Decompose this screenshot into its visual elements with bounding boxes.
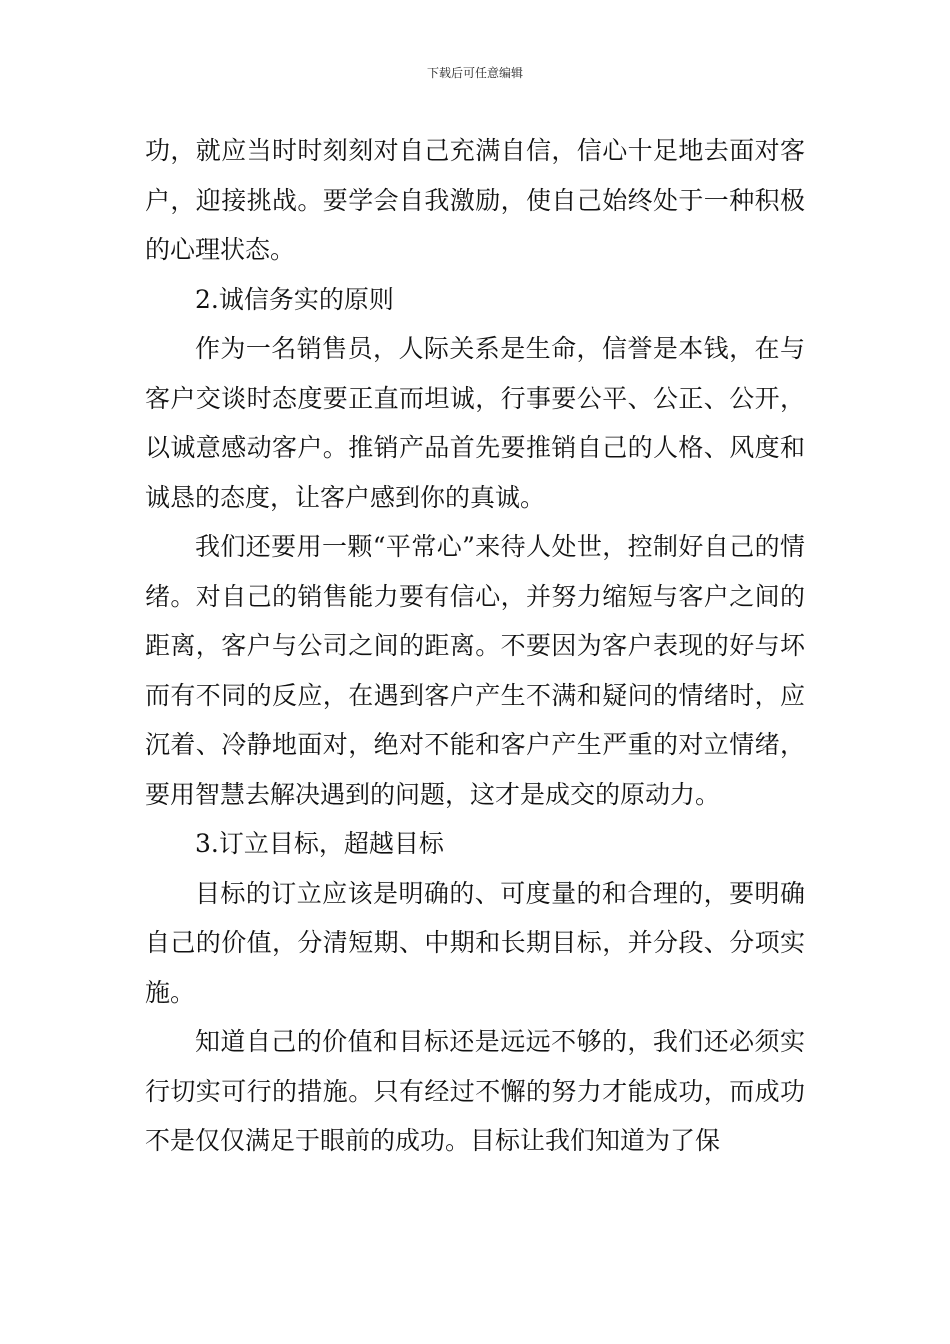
paragraph: 知道自己的价值和目标还是远远不够的，我们还必须实行切实可行的措施。只有经过不懈的努力才能成功，而成功不是仅仅满足于眼前的成功。目标让我们知道为了保 — [145, 1027, 805, 1155]
section-heading-goals: 3.订立目标，超越目标 — [195, 829, 444, 858]
paragraph: 目标的订立应该是明确的、可度量的和合理的，要明确自己的价值，分清短期、中期和长期目标，并分段、分项实施。 — [145, 878, 805, 1007]
page-header: 下载后可任意编辑 — [426, 66, 523, 80]
document-body — [145, 126, 805, 1166]
paragraph: 作为一名销售员，人际关系是生命，信誉是本钱，在与客户交谈时态度要正直而坦诚，行事要公平、公正、公开，以诚意感动客户。推销产品首先要推销自己的人格、风度和诚恳的态度，让客户感到你的真诚。 — [145, 334, 805, 512]
section-heading-integrity: 2.诚信务实的原则 — [195, 284, 394, 314]
paragraph-continuation: 功，就应当时时刻刻对自己充满自信，信心十足地去面对客户，迎接挑战。要学会自我激励，使自己始终处于一种积极的心理状态。 — [145, 136, 805, 264]
paragraph: 我们还要用一颗“平常心”来待人处世，控制好自己的情绪。对自己的销售能力要有信心，并努力缩短与客户之间的距离，客户与公司之间的距离。不要因为客户表现的好与坏而有不同的反应，在遇到客户产生不满和疑问的情绪时，应沉着、冷静地面对，绝对不能和客户产生严重的对立情绪，要用智慧去解决遇到的问题，这才是成交的原动力。 — [145, 532, 805, 809]
